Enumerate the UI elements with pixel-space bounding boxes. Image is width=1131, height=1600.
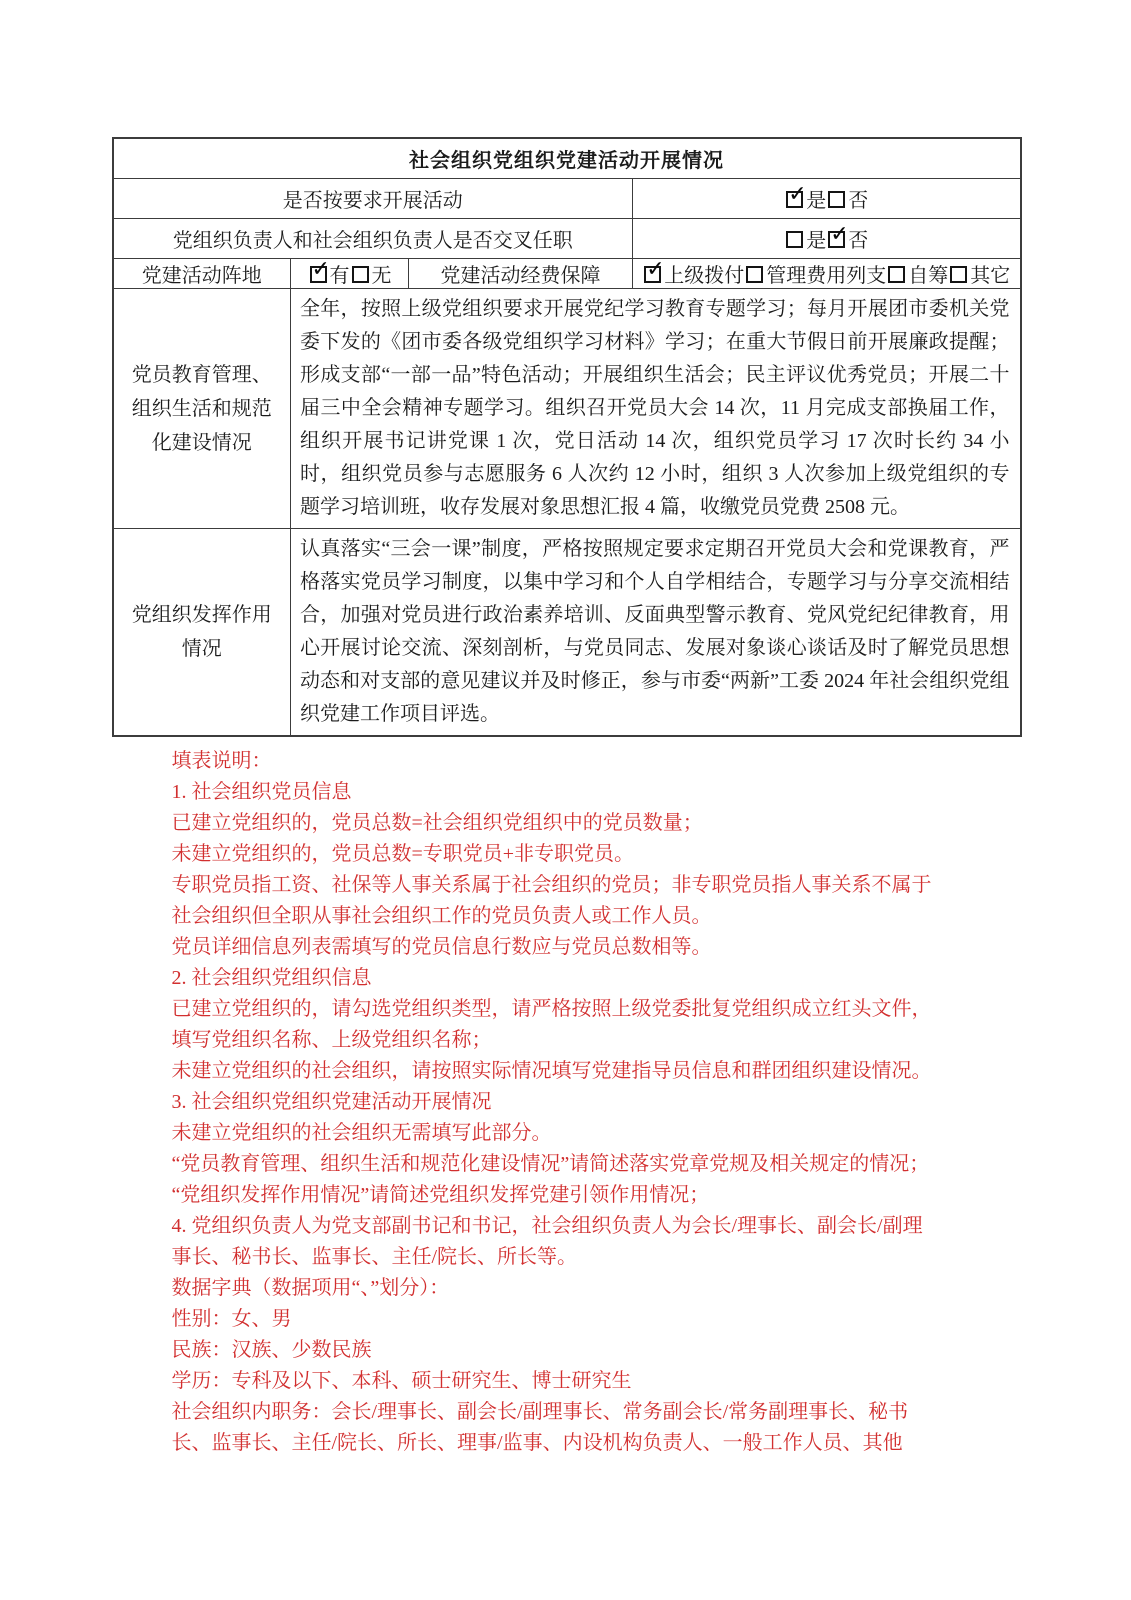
- note-line: 长、监事长、主任/院长、所长、理事/监事、内设机构负责人、一般工作人员、其他: [171, 1432, 903, 1454]
- note-line: 未建立党组织的社会组织无需填写此部分。: [171, 1122, 552, 1144]
- note-line: 党员详细信息列表需填写的党员信息行数应与党员总数相等。: [171, 936, 712, 958]
- party-building-form-table: [112, 137, 1022, 737]
- note-line: 学历：专科及以下、本科、硕士研究生、博士研究生: [171, 1370, 632, 1392]
- row-role-content: 认真落实“三会一课”制度，严格按照规定要求定期召开党员大会和党课教育，严格落实党员学习制度，以集中学习和个人自学相结合，专题学习与分享交流相结合，加强对党员进行政治素养培训、反面典型警示教育、党风党纪纪律教育，用心开展讨论交流、深刻剖析，与党员同志、发展对象谈心谈话及时了解党员思想动态和对支部的意见建议并及时修正，参与市委“两新”工委 2024 年社会组织党组织党建工作项目评选。: [291, 529, 1021, 737]
- check-mark-icon: ✓: [311, 258, 330, 282]
- note-line: 3. 社会组织党组织党建活动开展情况: [171, 1091, 492, 1113]
- row-funding-label: 党建活动经费保障: [409, 259, 633, 289]
- note-line: 4. 党组织负责人为党支部副书记和书记，社会组织负责人为会长/理事长、副会长/副理: [171, 1215, 923, 1237]
- note-line: 已建立党组织的，党员总数=社会组织党组织中的党员数量；: [171, 812, 703, 834]
- note-line: 民族：汉族、少数民族: [171, 1339, 372, 1361]
- note-line: 已建立党组织的，请勾选党组织类型，请严格按照上级党委批复党组织成立红头文件，: [171, 998, 932, 1020]
- row-activity-options: [633, 179, 1021, 219]
- note-line: 事长、秘书长、监事长、主任/院长、所长等。: [171, 1246, 578, 1268]
- row-education: [113, 289, 1021, 529]
- checkbox-option-label: 否: [848, 230, 869, 252]
- form-title-row: [113, 138, 1021, 179]
- checkbox-option-label: 管理费用列支: [766, 265, 887, 287]
- note-line: 专职党员指工资、社保等人事关系属于社会组织的党员；非专职党员指人事关系不属于: [171, 874, 932, 896]
- row-cross-post-options: [633, 219, 1021, 259]
- checkbox-checked-icon[interactable]: [786, 182, 807, 208]
- checkbox-unchecked-icon[interactable]: [352, 266, 369, 283]
- checkbox-checked-icon[interactable]: [828, 222, 849, 248]
- note-line: 1. 社会组织党员信息: [171, 781, 352, 803]
- checkbox-checked-icon[interactable]: [310, 258, 330, 283]
- row-activity: [113, 179, 1021, 219]
- check-mark-icon: ✓: [646, 258, 665, 282]
- row-cross-post-label: 党组织负责人和社会组织负责人是否交叉任职: [113, 219, 633, 259]
- check-mark-icon: ✓: [788, 182, 807, 207]
- checkbox-option-label: 自筹: [908, 265, 949, 287]
- row-cross-post: [113, 219, 1021, 259]
- note-line: 社会组织但全职从事社会组织工作的党员负责人或工作人员。: [171, 905, 712, 927]
- checkbox-option-label: 是: [806, 230, 827, 252]
- check-mark-icon: ✓: [830, 222, 849, 247]
- row-role: [113, 529, 1021, 737]
- note-line: 未建立党组织的社会组织，请按照实际情况填写党建指导员信息和群团组织建设情况。: [171, 1060, 932, 1082]
- note-line: 填表说明：: [171, 750, 272, 772]
- note-line: 数据字典（数据项用“、”划分）：: [171, 1277, 450, 1299]
- note-line: 未建立党组织的，党员总数=专职党员+非专职党员。: [171, 843, 635, 865]
- note-line: “党组织发挥作用情况”请简述党组织发挥党建引领作用情况；: [171, 1184, 710, 1206]
- note-line: 填写党组织名称、上级党组织名称；: [171, 1029, 492, 1051]
- checkbox-unchecked-icon[interactable]: [888, 266, 905, 283]
- note-line: 性别：女、男: [171, 1308, 292, 1330]
- form-title: 社会组织党组织党建活动开展情况: [113, 138, 1021, 179]
- row-position-funding: [113, 259, 1021, 289]
- checkbox-unchecked-icon[interactable]: [786, 231, 803, 248]
- row-funding-options: [633, 259, 1021, 289]
- notes-section: [172, 746, 1020, 1459]
- checkbox-option-label: 无: [371, 265, 392, 287]
- note-line: “党员教育管理、组织生活和规范化建设情况”请简述落实党章党规及相关规定的情况；: [171, 1153, 930, 1175]
- checkbox-option-label: 上级拨付: [664, 265, 745, 287]
- document-page: [112, 0, 1020, 1459]
- checkbox-checked-icon[interactable]: [644, 258, 665, 283]
- checkbox-option-label: 是: [806, 190, 827, 212]
- row-activity-label: 是否按要求开展活动: [113, 179, 633, 219]
- note-line: 社会组织内职务：会长/理事长、副会长/副理事长、常务副会长/常务副理事长、秘书: [171, 1401, 909, 1423]
- checkbox-unchecked-icon[interactable]: [746, 266, 763, 283]
- checkbox-option-label: 否: [848, 190, 869, 212]
- checkbox-option-label: 其它: [970, 265, 1011, 287]
- checkbox-unchecked-icon[interactable]: [828, 191, 845, 208]
- row-role-label: 党组织发挥作用情况: [113, 529, 291, 737]
- row-position-options: [291, 259, 409, 289]
- row-position-label: 党建活动阵地: [113, 259, 291, 289]
- row-education-label: 党员教育管理、组织生活和规范化建设情况: [113, 289, 291, 529]
- checkbox-option-label: 有: [329, 265, 350, 287]
- checkbox-unchecked-icon[interactable]: [950, 266, 967, 283]
- note-line: 2. 社会组织党组织信息: [171, 967, 372, 989]
- row-education-content: 全年，按照上级党组织要求开展党纪学习教育专题学习；每月开展团市委机关党委下发的《团市委各级党组织学习材料》学习；在重大节假日前开展廉政提醒；形成支部“一部一品”特色活动；开展组织生活会；民主评议优秀党员；开展二十届三中全会精神专题学习。组织召开党员大会 14 次，11 月完成支部换届工作，组织开展书记讲党课 1 次，党日活动 14 次，组织党员学习 17 次时长约 34 小时，组织党员参与志愿服务 6 人次约 12 小时，组织 3 人次参加上级党组织的专题学习培训班，收存发展对象思想汇报 4 篇，收缴党员党费 2508 元。: [291, 289, 1021, 529]
